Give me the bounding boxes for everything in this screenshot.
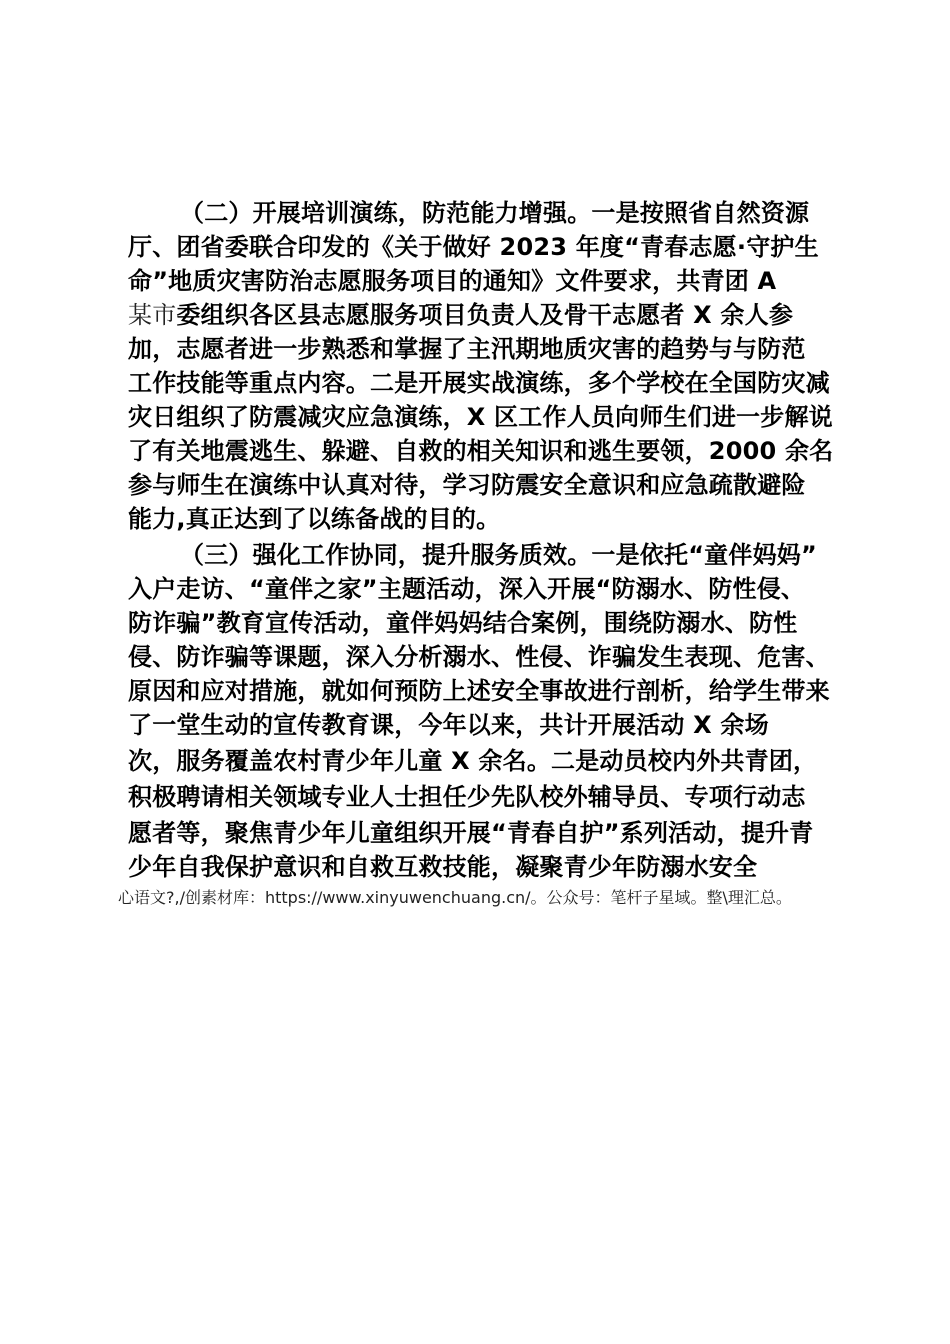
paragraph-three-line-2: 入户走访、“童伴之家”主题活动，深入开展“防溺水、防性侵、 xyxy=(128,575,806,603)
paragraph-two-line-9: 参与师生在演练中认真对待，学习防震安全意识和应急疏散避险 xyxy=(128,471,806,499)
paragraph-two-line-3: 命”地质灾害防治志愿服务项目的通知》文件要求，共青团 A xyxy=(128,267,777,295)
paragraph-two-line-4 xyxy=(128,298,793,332)
paragraph-three-line-6: 了一堂生动的宣传教育课，今年以来，共计开展活动 X 余场 xyxy=(128,711,769,739)
paragraph-three-line-4: 侵、防诈骗等课题，深入分析溺水、性侵、诈骗发生表现、危害、 xyxy=(128,643,830,671)
source-note: 心语文?,/创素材库：https://www.xinyuwenchuang.cn/。公众号：笔杆子星域。整\理汇总。 xyxy=(118,888,792,907)
paragraph-three-line-9: 愿者等，聚焦青少年儿童组织开展“青春自护”系列活动，提升青 xyxy=(128,819,814,847)
city-prefix: 某市 xyxy=(128,301,177,329)
paragraph-two-line-1: （二）开展培训演练，防范能力增强。一是按照省自然资源 xyxy=(180,199,810,227)
paragraph-two-line-4-text: 委组织各区县志愿服务项目负责人及骨干志愿者 X 余人参 xyxy=(176,301,794,329)
paragraph-three-line-1: （三）强化工作协同，提升服务质效。一是依托“童伴妈妈” xyxy=(180,541,817,569)
paragraph-two-line-10: 能力,真正达到了以练备战的目的。 xyxy=(128,505,501,533)
paragraph-two-line-5: 加，志愿者进一步熟悉和掌握了主汛期地质灾害的趋势与与防范 xyxy=(128,335,806,363)
paragraph-two-line-8: 了有关地震逃生、躲避、自救的相关知识和逃生要领，2000 余名 xyxy=(128,437,834,465)
paragraph-two-line-7: 灾日组织了防震减灾应急演练，X 区工作人员向师生们进一步解说 xyxy=(128,403,833,431)
paragraph-three-line-5: 原因和应对措施，就如何预防上述安全事故进行剖析，给学生带来 xyxy=(128,677,830,705)
paragraph-three-line-3: 防诈骗”教育宣传活动，童伴妈妈结合案例，围绕防溺水、防性 xyxy=(128,609,798,637)
paragraph-three-line-10: 少年自我保护意识和自救互救技能，凝聚青少年防溺水安全 xyxy=(128,853,758,881)
paragraph-three-line-7: 次，服务覆盖农村青少年儿童 X 余名。二是动员校内外共青团， xyxy=(128,747,818,775)
paragraph-three-line-8: 积极聘请相关领域专业人士担任少先队校外辅导员、专项行动志 xyxy=(128,783,806,811)
paragraph-two-line-2: 厅、团省委联合印发的《关于做好 2023 年度“青春志愿·守护生 xyxy=(128,233,819,261)
paragraph-two-line-6: 工作技能等重点内容。二是开展实战演练，多个学校在全国防灾减 xyxy=(128,369,830,397)
